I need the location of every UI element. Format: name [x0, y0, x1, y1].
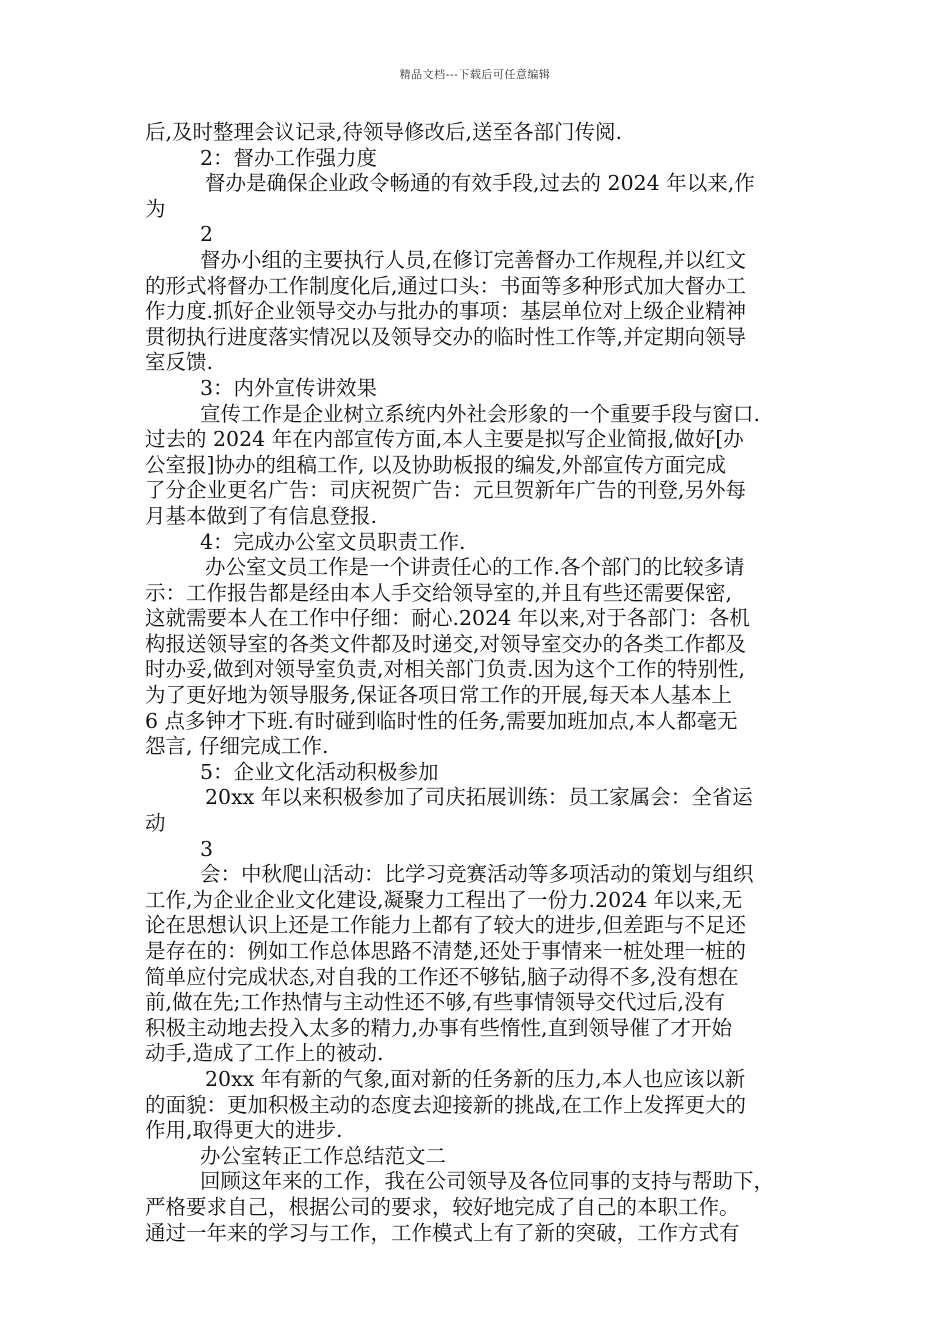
text-line: 督办小组的主要执行人员,在修订完善督办工作规程,并以红文: [200, 247, 747, 272]
text-line: 室反馈.: [145, 350, 214, 375]
text-line: 时办妥,做到对领导室负责,对相关部门负责.因为这个工作的特别性,: [145, 657, 746, 682]
text-line: 作力度.抓好企业领导交办与批办的事项：基层单位对上级企业精神: [145, 299, 747, 324]
text-line: 示：工作报告都是经由本人手交给领导室的,并且有些还需要保密,: [145, 580, 733, 605]
document-body: [145, 120, 825, 1246]
text-line: 公室报]协办的组稿工作, 以及协助板报的编发,外部宣传方面完成: [145, 452, 727, 477]
section-heading: 2：督办工作强力度: [200, 145, 378, 170]
text-line: 这就需要本人在工作中仔细：耐心.2024 年以来,对于各部门：各机: [145, 606, 750, 631]
text-line: 前,做在先;工作热情与主动性还不够,有些事情领导交代过后,没有: [145, 990, 725, 1015]
text-line: 了分企业更名广告：司庆祝贺广告：元旦贺新年广告的刊登,另外每: [145, 478, 747, 503]
text-line: 严格要求自己，根据公司的要求，较好地完成了自己的本职工作。: [145, 1194, 740, 1219]
text-line: 督办是确保企业政令畅通的有效手段,过去的 2024 年以来,作: [205, 171, 755, 196]
text-line: 是存在的：例如工作总体思路不清楚,还处于事情来一桩处理一桩的: [145, 939, 747, 963]
section-heading: 5：企业文化活动积极参加: [200, 759, 439, 784]
text-line: 动手,造成了工作上的被动.: [145, 1041, 384, 1066]
text-line: 会：中秋爬山活动：比学习竞赛活动等多项活动的策划与组织: [200, 862, 754, 887]
text-line: 动: [145, 811, 166, 836]
text-line: 工作,为企业企业文化建设,凝聚力工程出了一份力.2024 年以来,无: [145, 887, 743, 912]
text-line: 宣传工作是企业树立系统内外社会形象的一个重要手段与窗口.: [200, 401, 761, 426]
page-header: 精品文档---下载后可任意编辑: [399, 68, 551, 81]
text-line: 的面貌：更加积极主动的态度去迎接新的挑战,在工作上发挥更大的: [145, 1092, 747, 1117]
text-line: 为: [145, 196, 166, 221]
text-line: 后,及时整理会议记录,待领导修改后,送至各部门传阅.: [145, 120, 623, 144]
page-number: 3: [200, 836, 214, 861]
text-line: 贯彻执行进度落实情况以及领导交办的临时性工作等,并定期向领导: [145, 324, 747, 349]
text-line: 20xx 年有新的气象,面对新的任务新的压力,本人也应该以新: [205, 1066, 746, 1091]
page-number: 2: [200, 222, 214, 247]
text-line: 怨言, 仔细完成工作.: [145, 734, 329, 759]
text-line: 构报送领导室的各类文件都及时递交,对领导室交办的各类工作都及: [145, 631, 747, 656]
text-line: 为了更好地为领导服务,保证各项日常工作的开展,每天本人基本上: [145, 683, 733, 708]
text-line: 6 点多钟才下班.有时碰到临时性的任务,需要加班加点,本人都毫无: [145, 708, 738, 733]
text-line: 过去的 2024 年在内部宣传方面,本人主要是拟写企业简报,做好[办: [145, 427, 744, 452]
text-line: 办公室文员工作是一个讲责任心的工作.各个部门的比较多请: [205, 555, 745, 580]
text-line: 通过一年来的学习与工作，工作模式上有了新的突破，工作方式有: [145, 1220, 740, 1245]
text-line: 作用,取得更大的进步.: [145, 1118, 343, 1143]
text-line: 月基本做到了有信息登报.: [145, 503, 378, 528]
text-line: 的形式将督办工作制度化后,通过口头：书面等多种形式加大督办工: [145, 273, 747, 298]
section-heading: 3：内外宣传讲效果: [200, 375, 378, 400]
text-line: 20xx 年以来积极参加了司庆拓展训练：员工家属会：全省运: [205, 785, 753, 810]
text-line: 论在思想认识上还是工作能力上都有了较大的进步,但差距与不足还: [145, 913, 747, 938]
text-line: 回顾这年来的工作，我在公司领导及各位同事的支持与帮助下，: [200, 1169, 774, 1194]
text-line: 积极主动地去投入太多的精力,办事有些惰性,直到领导催了才开始: [145, 1015, 733, 1040]
text-line: 简单应付完成状态,对自我的工作还不够钻,脑子动得不多,没有想在: [145, 964, 739, 989]
section-heading: 4：完成办公室文员职责工作.: [200, 529, 466, 554]
section-title: 办公室转正工作总结范文二: [200, 1143, 446, 1168]
